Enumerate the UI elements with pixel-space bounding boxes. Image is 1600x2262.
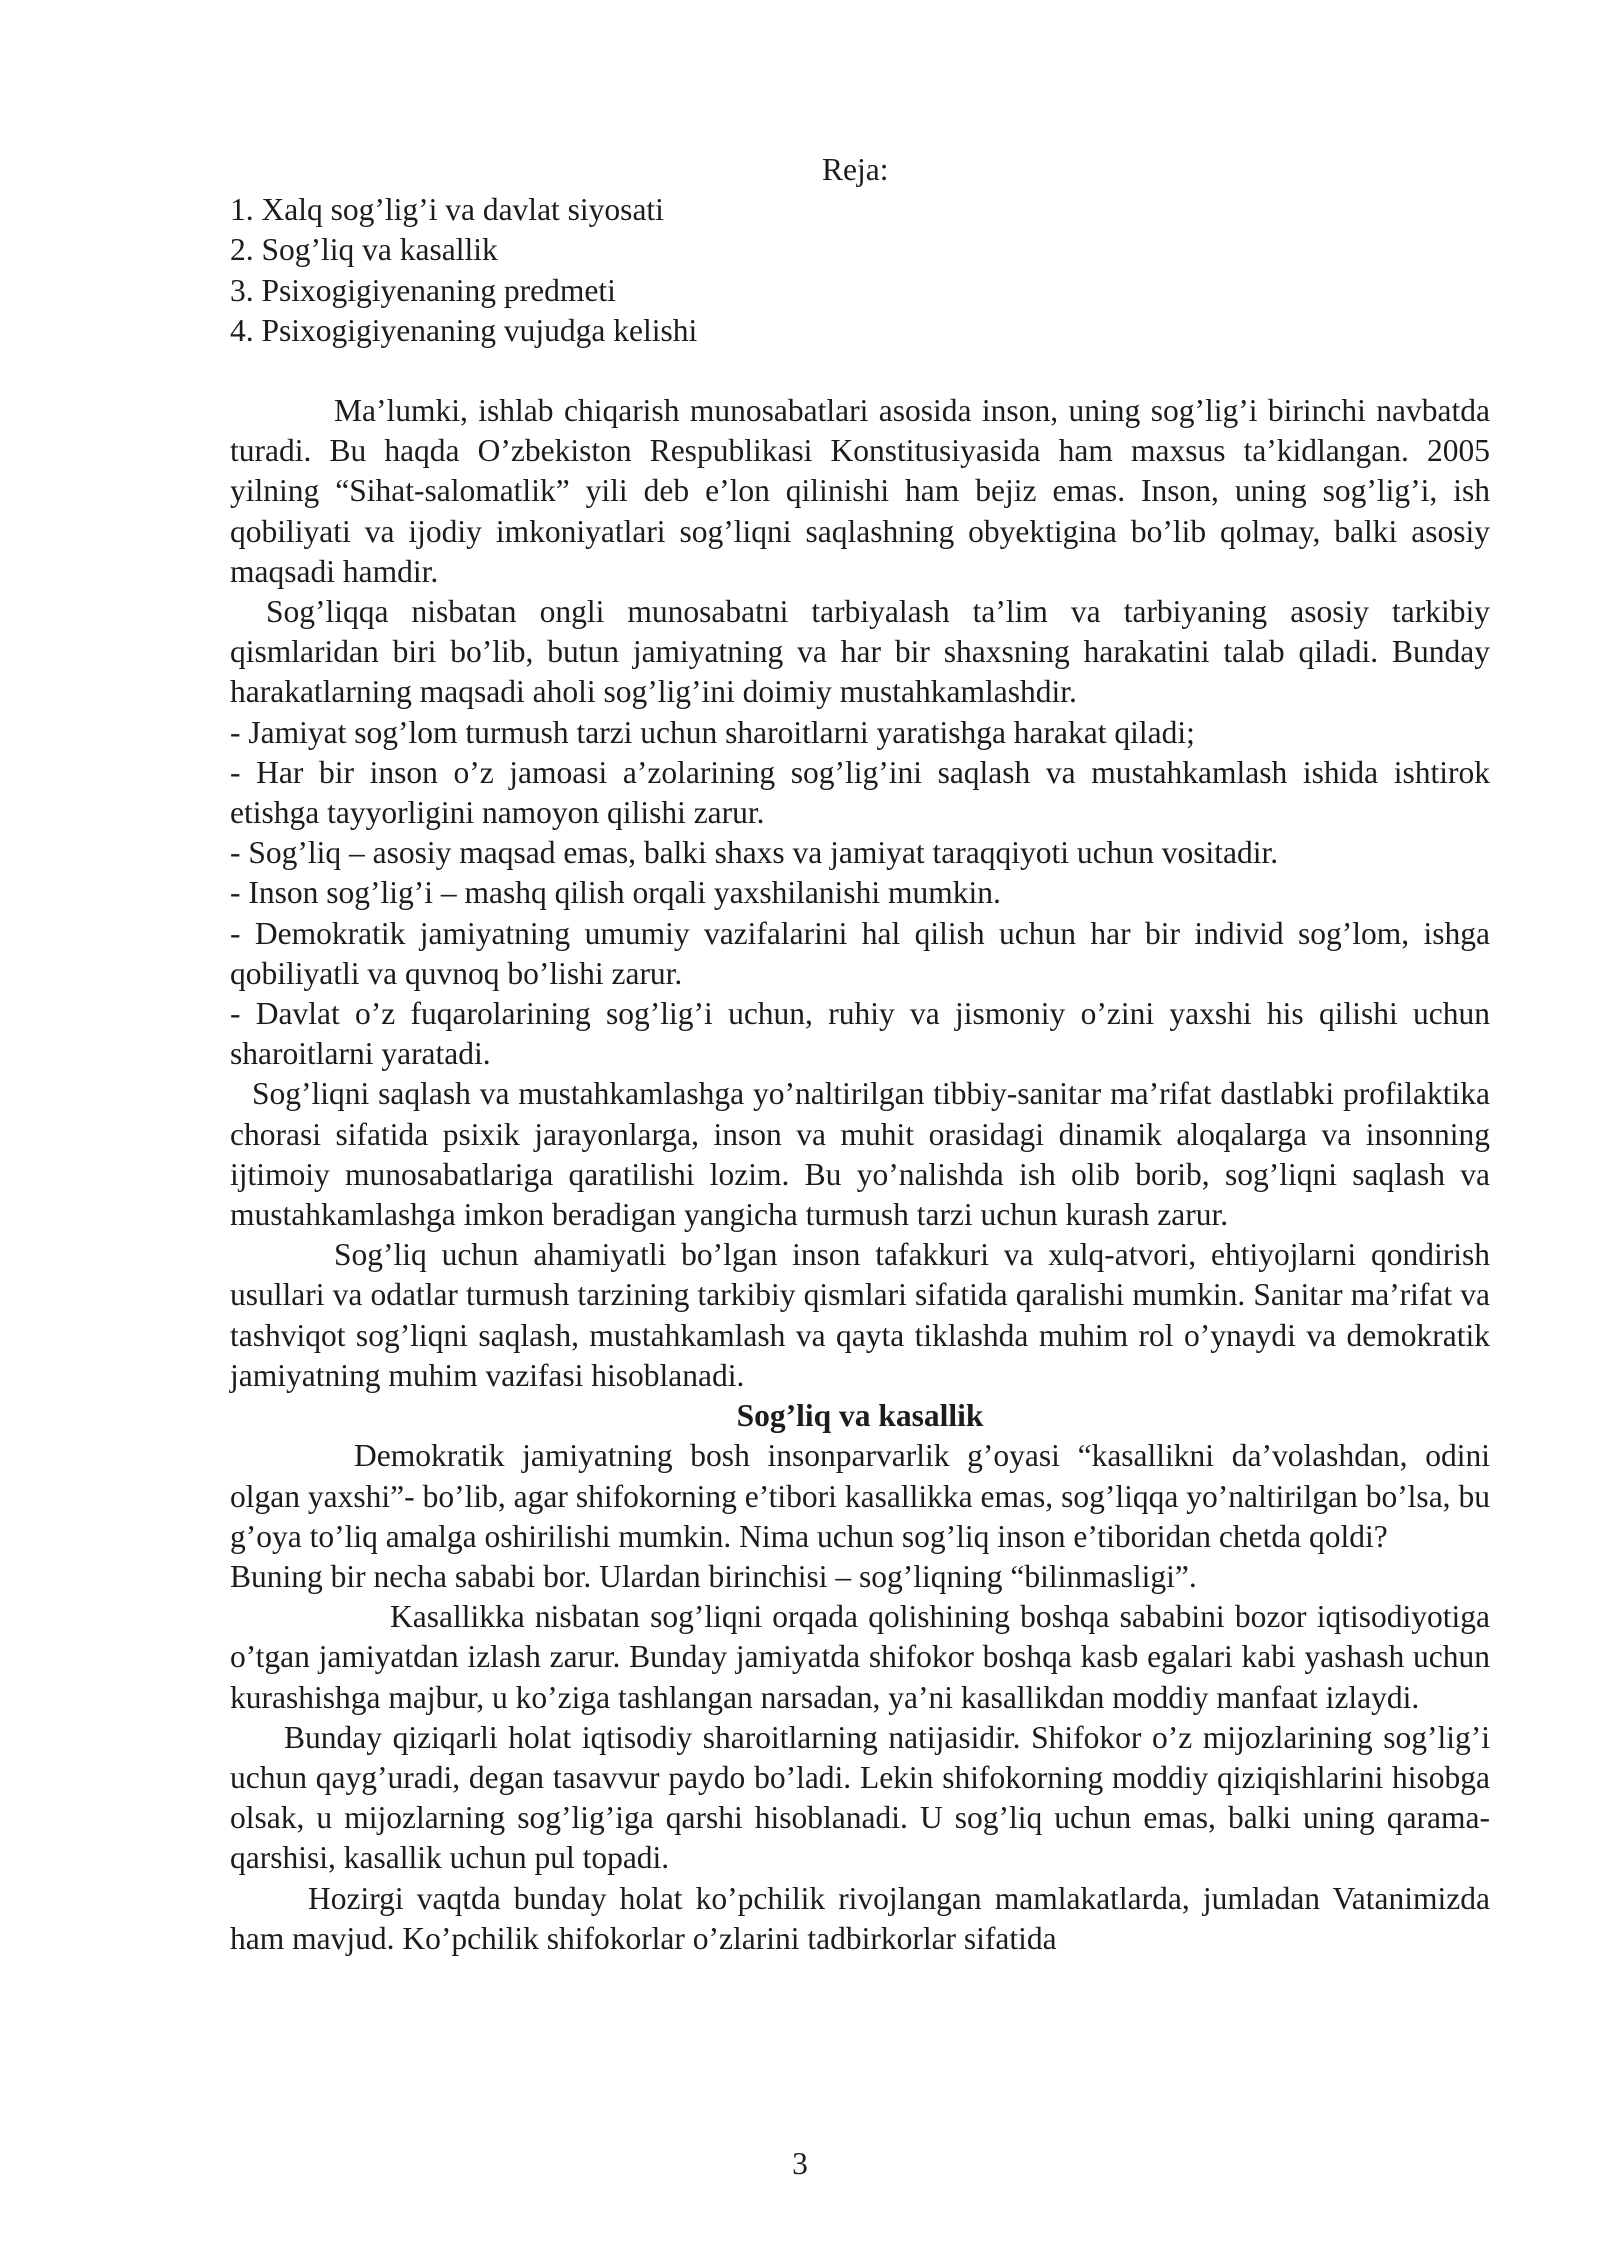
- bullet-paragraph: - Davlat o’z fuqarolarining sog’lig’i uchun, ruhiy va jismoniy o’zini yaxshi his qilishi uchun sharoitlarni yaratadi.: [230, 996, 1490, 1072]
- plan-item: 4. Psixogigiyenaning vujudga kelishi: [230, 312, 698, 348]
- paragraph: Sog’liqqa nisbatan ongli munosabatni tarbiyalash ta’lim va tarbiyaning asosiy tarkibiy qismlaridan biri bo’lib, butun jamiyatning va har bir shaxsning harakatini talab qiladi. Bunday harakatlarning maqsadi aholi sog’lig’ini doimiy mustahkamlashdir.: [230, 594, 1490, 710]
- paragraph: Hozirgi vaqtda bunday holat ko’pchilik rivojlangan mamlakatlarda, jumladan Vatanimizda ham mavjud. Ko’pchilik shifokorlar o’zlarini tadbirkorlar sifatida: [230, 1880, 1490, 1956]
- bullet-paragraph: - Jamiyat sog’lom turmush tarzi uchun sharoitlarni yaratishga harakat qiladi;: [230, 714, 1195, 750]
- paragraph: Sog’liq uchun ahamiyatli bo’lgan inson tafakkuri va xulq-atvori, ehtiyojlarni qondirish usullari va odatlar turmush tarzining tarkibiy qismlari sifatida qaralishi mumkin. Sanitar ma’rifat va tashviqot sog’liqni saqlash, mustahkamlash va qayta tiklashda muhim rol o’ynaydi va demokratik jamiyatning muhim vazifasi hisoblanadi.: [230, 1237, 1490, 1393]
- paragraph: Sog’liqni saqlash va mustahkamlashga yo’naltirilgan tibbiy-sanitar ma’rifat dastlabki profilaktika chorasi sifatida psixik jarayonlarga, inson va muhit orasidagi dinamik aloqalarga va insonning ijtimoiy munosabatlariga qaratilishi lozim. Bu yo’nalishda ish olib borib, sog’liqni saqlash va mustahkamlashga imkon beradigan yangicha turmush tarzi uchun kurash zarur.: [230, 1076, 1490, 1233]
- plan-item: 3. Psixogigiyenaning predmeti: [230, 272, 616, 308]
- paragraph: Demokratik jamiyatning bosh insonparvarlik g’oyasi “kasallikni da’volashdan, odini olgan yaxshi”- bo’lib, agar shifokorning e’tibori kasallikka emas, sog’liqqa yo’naltirilgan bo’lsa, bu g’oya to’liq amalga oshirilishi mumkin. Nima uchun sog’liq inson e’tiboridan chetda qoldi?: [230, 1438, 1490, 1554]
- bullet-paragraph: - Inson sog’lig’i – mashq qilish orqali yaxshilanishi mumkin.: [230, 875, 1001, 911]
- bullet-paragraph: - Sog’liq – asosiy maqsad emas, balki shaxs va jamiyat taraqqiyoti uchun vositadir.: [230, 835, 1279, 871]
- paragraph: Kasallikka nisbatan sog’liqni orqada qolishining boshqa sababini bozor iqtisodiyotiga o’tgan jamiyatdan izlash zarur. Bunday jamiyatda shifokor boshqa kasb egalari kabi yashash uchun kurashishga majbur, u ko’ziga tashlangan narsadan, ya’ni kasallikdan moddiy manfaat izlaydi.: [230, 1599, 1490, 1715]
- plan-title: Reja:: [822, 152, 889, 187]
- plan-item: 2. Sog’liq va kasallik: [230, 232, 498, 268]
- paragraph: Ma’lumki, ishlab chiqarish munosabatlari asosida inson, uning sog’lig’i birinchi navbatda turadi. Bu haqda O’zbekiston Respublikasi Konstitusiyasida ham maxsus ta’kidlangan. 2005 yilning “Sihat-salomatlik” yili deb e’lon qilinishi ham bejiz emas. Inson, uning sog’lig’i, ish qobiliyati va ijodiy imkoniyatlari sog’liqni saqlashning obyektigina bo’lib qolmay, balki asosiy maqsadi hamdir.: [230, 393, 1490, 589]
- paragraph: Buning bir necha sababi bor. Ulardan birinchisi – sog’liqning “bilinmasligi”.: [230, 1558, 1197, 1594]
- bullet-paragraph: - Demokratik jamiyatning umumiy vazifalarini hal qilish uchun har bir individ sog’lom, ishga qobiliyatli va quvnoq bo’lishi zarur.: [230, 915, 1490, 991]
- plan-item: 1. Xalq sog’lig’i va davlat siyosati: [230, 192, 664, 228]
- page-number: 3: [792, 2146, 808, 2181]
- plan-list: [230, 190, 1490, 351]
- bullet-paragraph: - Har bir inson o’z jamoasi a’zolarining sog’lig’ini saqlash va mustahkamlash ishida ishtirok etishga tayyorligini namoyon qilishi zarur.: [230, 754, 1490, 831]
- document-page: [230, 150, 1490, 1959]
- section-heading: Sog’liq va kasallik: [736, 1398, 984, 1434]
- paragraph: Bunday qiziqarli holat iqtisodiy sharoitlarning natijasidir. Shifokor o’z mijozlarining sog’lig’i uchun qayg’uradi, degan tasavvur paydo bo’ladi. Lekin shifokorning moddiy qiziqishlarini hisobga olsak, u mijozlarning sog’lig’iga qarshi hisoblanadi. U sog’liq uchun emas, balki uning qarama-qarshisi, kasallik uchun pul topadi.: [230, 1719, 1490, 1876]
